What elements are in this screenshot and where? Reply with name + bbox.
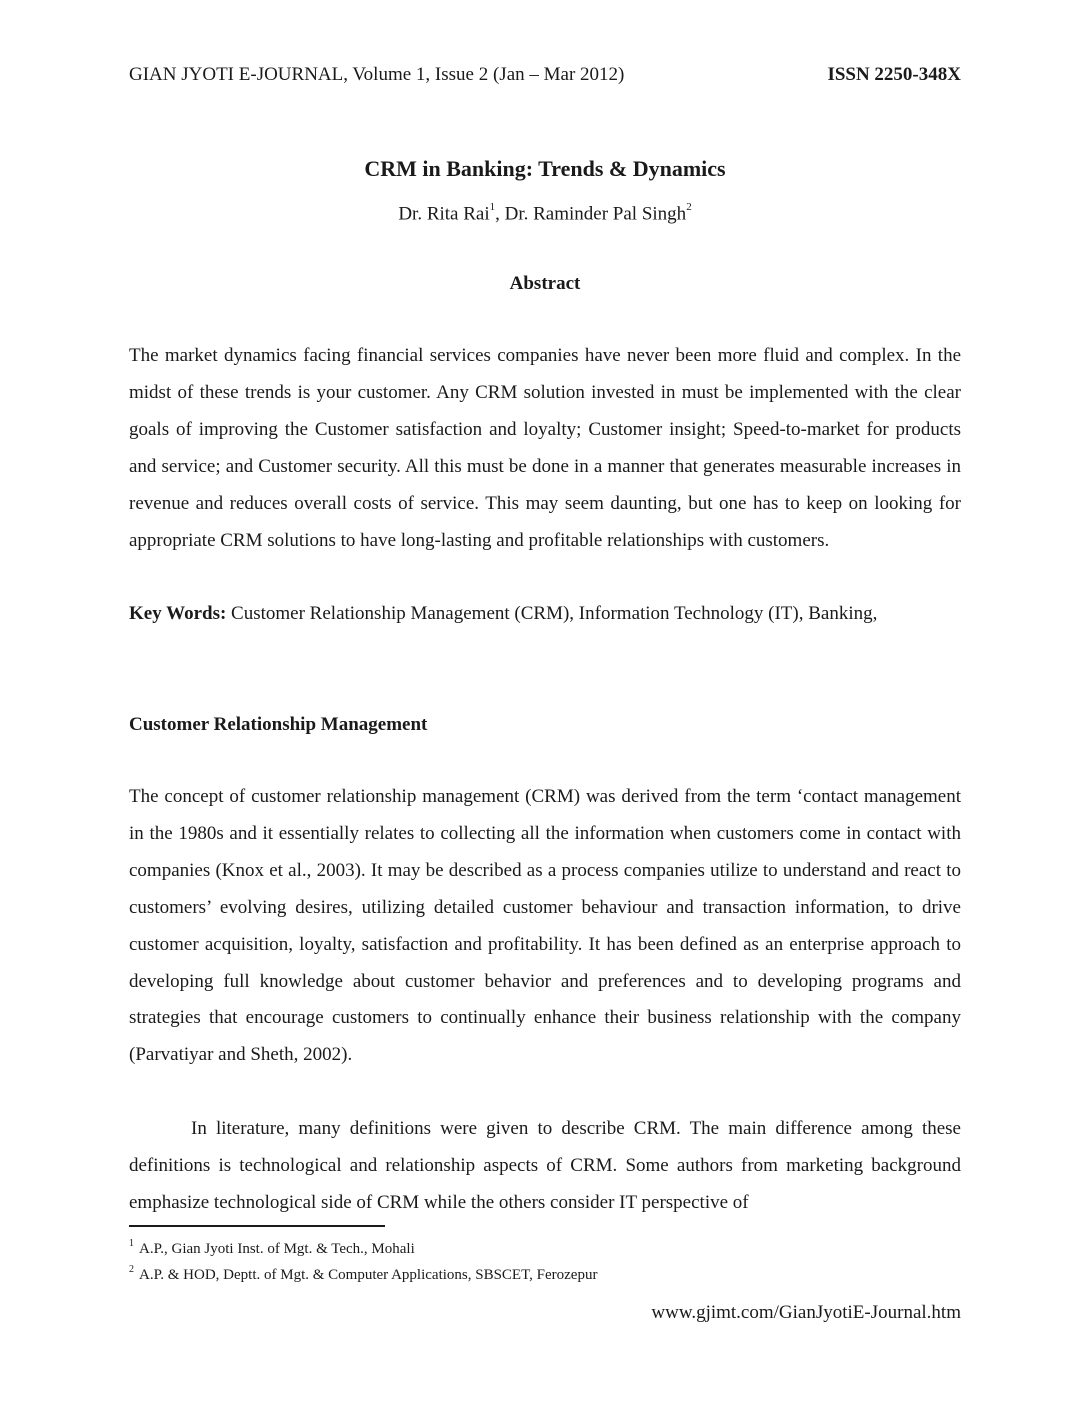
running-header bbox=[129, 62, 961, 88]
footnote-2 bbox=[129, 1260, 961, 1286]
keywords bbox=[129, 596, 961, 633]
footnote-2-text: A.P. & HOD, Deptt. of Mgt. & Computer Applications, SBSCET, Ferozepur bbox=[139, 1267, 598, 1283]
author-separator: , bbox=[495, 203, 505, 225]
author-1-footnote-mark: 1 bbox=[489, 201, 496, 213]
abstract-text: The market dynamics facing financial services companies have never been more fluid and complex. In the midst of these trends is your customer. Any CRM solution invested in must be implemented with the clear goals of improving the Customer satisfaction and loyalty; Customer insight; Speed-to-market for products and service; and Customer security. All this must be done in a manner that generates measurable increases in revenue and reduces overall costs of service. This may seem daunting, but one has to keep on looking for appropriate CRM solutions to have long-lasting and profitable relationships with customers. bbox=[129, 345, 961, 551]
footnotes bbox=[129, 1234, 961, 1286]
section-heading: Customer Relationship Management bbox=[129, 714, 428, 735]
footnote-divider bbox=[129, 1225, 385, 1227]
author-2-footnote-mark: 2 bbox=[686, 201, 692, 213]
body-paragraph-1: The concept of customer relationship management (CRM) was derived from the term ‘contact management in the 1980s and it essentially relates to collecting all the information when customers come in contact with companies (Knox et al., 2003). It may be described as a process companies utilize to understand and react to customers’ evolving desires, utilizing detailed customer behaviour and transaction information, to drive customer acquisition, loyalty, satisfaction and profitability. It has been defined as an enterprise approach to developing full knowledge about customer behavior and preferences and to developing programs and strategies that encourage customers to continually enhance their business relationship with the company (Parvatiyar and Sheth, 2002). bbox=[129, 786, 961, 1066]
body-paragraph-2: In literature, many definitions were given to describe CRM. The main difference among these definitions is technological and relationship aspects of CRM. Some authors from marketing background emphasize technological side of CRM while the others consider IT perspective of bbox=[129, 1118, 961, 1213]
keywords-label: Key Words: bbox=[129, 603, 227, 624]
abstract-heading: Abstract bbox=[509, 273, 581, 294]
keywords-list: Customer Relationship Management (CRM), Information Technology (IT), Banking, bbox=[226, 603, 878, 624]
footnote-1-text: A.P., Gian Jyoti Inst. of Mgt. & Tech., Mohali bbox=[139, 1241, 415, 1257]
journal-citation: GIAN JYOTI E-JOURNAL, Volume 1, Issue 2 (Jan – Mar 2012) bbox=[129, 64, 625, 85]
issn-number: ISSN 2250-348X bbox=[827, 64, 961, 85]
author-1: Dr. Rita Rai bbox=[398, 203, 490, 225]
paper-page bbox=[129, 0, 961, 1406]
article-title: CRM in Banking: Trends & Dynamics bbox=[364, 156, 726, 181]
footnote-1 bbox=[129, 1234, 961, 1260]
footnote-1-mark: 1 bbox=[129, 1238, 134, 1249]
journal-url: www.gjimt.com/GianJyotiE-Journal.htm bbox=[651, 1302, 961, 1323]
footnote-2-mark: 2 bbox=[129, 1264, 134, 1275]
author-2: Dr. Raminder Pal Singh bbox=[504, 203, 687, 225]
author-line bbox=[129, 195, 961, 228]
